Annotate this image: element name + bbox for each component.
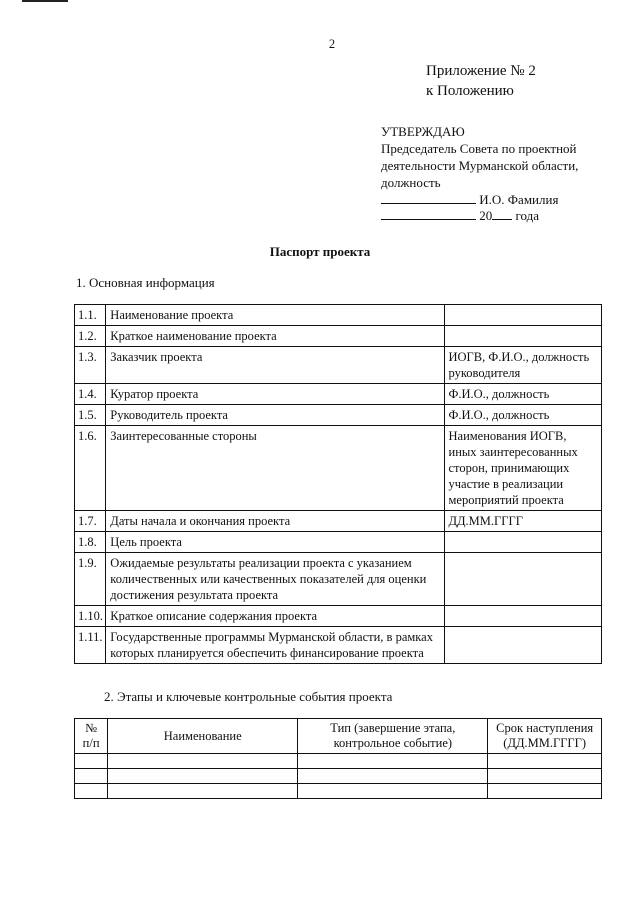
- page-number: 2: [328, 37, 336, 51]
- info-row: [75, 305, 602, 326]
- row-value: [444, 553, 602, 606]
- milestone-cell: [488, 784, 602, 799]
- milestone-cell: [108, 754, 298, 769]
- date-row: [381, 208, 578, 225]
- milestone-cell: [108, 769, 298, 784]
- milestone-row: [75, 784, 602, 799]
- milestone-cell: [75, 784, 108, 799]
- row-number: 1.6.: [75, 426, 106, 511]
- milestones-table: [74, 718, 602, 799]
- row-number: 1.7.: [75, 511, 106, 532]
- row-label: Государственные программы Мурманской области, в рамках которых планируется обеспечить финансирование проекта: [106, 627, 444, 664]
- section1-heading: 1. Основная информация: [76, 275, 215, 290]
- row-value: Наименования ИОГВ, иных заинтересованных сторон, принимающих участие в реализации мероприятий проекта: [444, 426, 602, 511]
- milestone-cell: [75, 754, 108, 769]
- signature-blank: [381, 193, 476, 204]
- row-number: 1.2.: [75, 326, 106, 347]
- row-number: 1.9.: [75, 553, 106, 606]
- row-number: 1.3.: [75, 347, 106, 384]
- milestone-cell: [298, 769, 488, 784]
- row-label: Краткое наименование проекта: [106, 326, 444, 347]
- info-row: [75, 532, 602, 553]
- approval-block: [381, 124, 578, 225]
- row-label: Куратор проекта: [106, 384, 444, 405]
- milestone-row: [75, 769, 602, 784]
- info-row: [75, 326, 602, 347]
- row-value: ДД.ММ.ГГГГ: [444, 511, 602, 532]
- row-number: 1.5.: [75, 405, 106, 426]
- header-num: № п/п: [75, 719, 108, 754]
- row-value: [444, 305, 602, 326]
- row-number: 1.4.: [75, 384, 106, 405]
- milestone-cell: [298, 784, 488, 799]
- document-title: Паспорт проекта: [269, 244, 371, 259]
- date-year-suffix: года: [515, 208, 540, 224]
- milestone-cell: [298, 754, 488, 769]
- header-name: Наименование: [108, 719, 298, 754]
- milestone-row: [75, 754, 602, 769]
- row-value: ИОГВ, Ф.И.О., должность руководителя: [444, 347, 602, 384]
- appendix-line-2: к Положению: [426, 82, 514, 99]
- milestones-table-body: [75, 754, 602, 799]
- scan-top-line: [22, 0, 68, 2]
- row-number: 1.11.: [75, 627, 106, 664]
- header-type: Тип (завершение этапа, контрольное событие): [298, 719, 488, 754]
- row-value: Ф.И.О., должность: [444, 405, 602, 426]
- milestones-header-row: [75, 719, 602, 754]
- basic-info-table: [74, 304, 602, 664]
- row-value: [444, 627, 602, 664]
- milestone-cell: [488, 769, 602, 784]
- row-value: [444, 532, 602, 553]
- info-row: [75, 553, 602, 606]
- row-label: Цель проекта: [106, 532, 444, 553]
- date-year-prefix: 20: [479, 208, 493, 224]
- row-label: Руководитель проекта: [106, 405, 444, 426]
- row-value: [444, 326, 602, 347]
- info-row: [75, 627, 602, 664]
- row-label: Даты начала и окончания проекта: [106, 511, 444, 532]
- approval-line-1: Председатель Совета по проектной: [381, 140, 577, 156]
- header-deadline: Срок наступления (ДД.ММ.ГГГГ): [488, 719, 602, 754]
- milestone-cell: [108, 784, 298, 799]
- row-number: 1.1.: [75, 305, 106, 326]
- appendix-line-1: Приложение № 2: [426, 63, 536, 79]
- info-row: [75, 384, 602, 405]
- info-row: [75, 606, 602, 627]
- row-number: 1.10.: [75, 606, 106, 627]
- row-number: 1.8.: [75, 532, 106, 553]
- info-row: [75, 426, 602, 511]
- row-label: Краткое описание содержания проекта: [106, 606, 444, 627]
- milestone-cell: [75, 769, 108, 784]
- approval-line-3: должность: [381, 174, 441, 190]
- info-row: [75, 347, 602, 384]
- appendix-block: [426, 62, 536, 101]
- row-value: [444, 606, 602, 627]
- signature-row: [381, 192, 578, 209]
- row-label: Заинтересованные стороны: [106, 426, 444, 511]
- info-row: [75, 405, 602, 426]
- row-label: Наименование проекта: [106, 305, 444, 326]
- basic-info-table-body: [75, 305, 602, 664]
- row-label: Ожидаемые результаты реализации проекта с указанием количественных или качественных показателей для оценки достижения результата проекта: [106, 553, 444, 606]
- info-row: [75, 511, 602, 532]
- section2-heading: 2. Этапы и ключевые контрольные события проекта: [104, 689, 393, 704]
- approval-heading: УТВЕРЖДАЮ: [381, 124, 465, 139]
- row-value: Ф.И.О., должность: [444, 384, 602, 405]
- row-label: Заказчик проекта: [106, 347, 444, 384]
- signature-name: И.О. Фамилия: [479, 191, 559, 207]
- date-blank: [381, 209, 476, 220]
- year-blank: [492, 209, 512, 220]
- approval-line-2: деятельности Мурманской области,: [381, 157, 579, 173]
- milestone-cell: [488, 754, 602, 769]
